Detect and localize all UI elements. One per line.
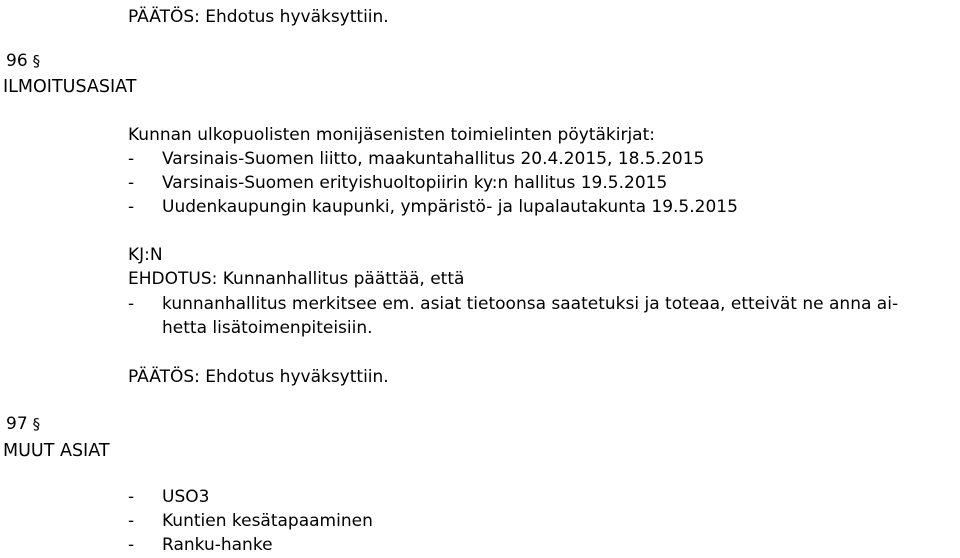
list-item [128,293,898,317]
list-item-text: Kuntien kesätapaaminen [162,511,373,531]
bullet-dash: - [128,487,135,507]
item-97-number [6,413,40,435]
list-item-text: Ranku-hanke [162,535,273,555]
item-97-title: MUUT ASIAT [3,441,110,461]
item-96-number-value: 96 [6,51,28,71]
proposal-bullet-line-2: hetta lisätoimenpiteisiin. [162,318,373,338]
list-item [128,172,738,196]
item-96-preparer: KJ:N [128,245,163,265]
item-96-proposal-bullet [128,293,898,341]
list-item [128,534,373,558]
item-96-bullet-list [128,148,738,220]
item-97-number-value: 97 [6,414,28,434]
section-mark: § [32,52,41,70]
proposal-bullet-line-1: kunnanhallitus merkitsee em. asiat tietoonsa saatetuksi ja toteaa, etteivät ne anna ai- [162,294,899,314]
item-96-proposal: EHDOTUS: Kunnanhallitus päättää, että [128,269,465,289]
item-96-decision: PÄÄTÖS: Ehdotus hyväksyttiin. [128,367,389,387]
item-96-title: ILMOITUSASIAT [3,77,137,97]
section-mark: § [32,415,41,433]
list-item [128,148,738,172]
list-item-text: Varsinais-Suomen erityishuoltopiirin ky:n hallitus 19.5.2015 [162,173,668,193]
list-item-text: Varsinais-Suomen liitto, maakuntahallitus 20.4.2015, 18.5.2015 [162,149,705,169]
bullet-dash: - [128,173,135,193]
item-97-bullet-list [128,486,373,558]
list-item [128,196,738,220]
list-item [128,486,373,510]
bullet-dash: - [128,197,135,217]
list-item [128,510,373,534]
list-item-continuation [128,317,898,341]
bullet-dash: - [128,294,135,314]
item-96-number [6,50,40,72]
list-item-text: Uudenkaupungin kaupunki, ympäristö- ja lupalautakunta 19.5.2015 [162,197,738,217]
bullet-dash: - [128,511,135,531]
bullet-dash: - [128,149,135,169]
list-item-text: USO3 [162,487,210,507]
item-96-intro: Kunnan ulkopuolisten monijäsenisten toimielinten pöytäkirjat: [128,125,655,145]
previous-item-decision: PÄÄTÖS: Ehdotus hyväksyttiin. [128,7,389,27]
bullet-dash: - [128,535,135,555]
